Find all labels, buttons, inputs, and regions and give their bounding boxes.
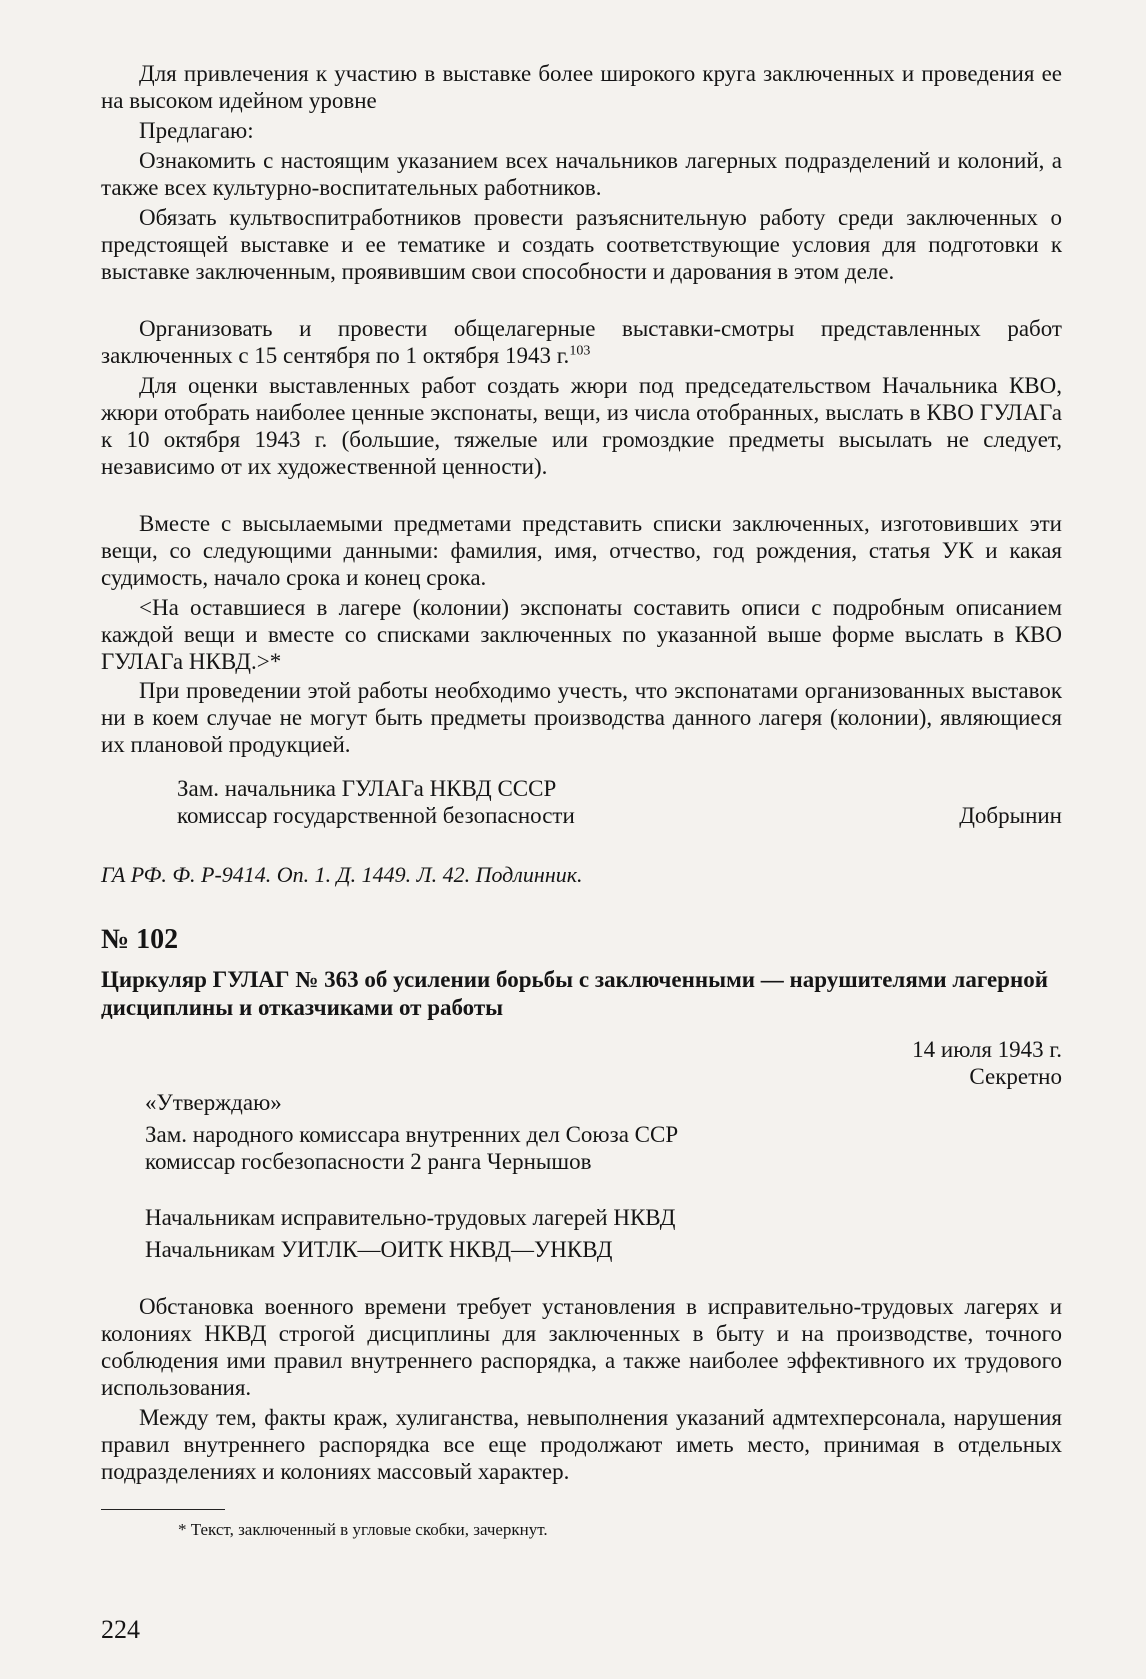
paragraph-note: При проведении этой работы необходимо учесть, что экспонатами организованных выставок ни в коем случае не могут быть предметы производства данного лагеря (колонии), являющиеся их плановой продукцией. <box>101 678 1062 757</box>
paragraph-acquaint: Ознакомить с настоящим указанием всех начальников лагерных подразделений и колоний, а также всех культурно-воспитательных работников. <box>101 148 1062 200</box>
body-paragraph-2: Между тем, факты краж, хулиганства, невыполнения указаний адмтехперсонала, нарушения правил внутреннего распорядка все еще продолжают иметь место, принимая в отдельных подразделениях и колониях массовый характер. <box>101 1405 1062 1484</box>
paragraph-intro: Для привлечения к участию в выставке более широкого круга заключенных и проведения ее на высоком идейном уровне <box>101 61 1062 113</box>
paragraph-crossed-out: <На оставшиеся в лагере (колонии) экспонаты составить описи с подробным описанием каждой вещи и вместе со списками заключенных по указанной выше форме выслать в КВО ГУЛАГа НКВД.>* <box>101 595 1062 674</box>
body-paragraph-1: Обстановка военного времени требует установления в исправительно-трудовых лагерях и колониях НКВД строгой дисциплины для заключенных в быту и на производстве, точного соблюдения ими правил внутреннего распорядка, а также наиболее эффективного их трудового использования. <box>101 1294 1062 1400</box>
addressee-camps: Начальникам исправительно-трудовых лагерей НКВД <box>145 1205 676 1230</box>
footnote: * Текст, заключенный в угловые скобки, зачеркнут. <box>178 1520 548 1539</box>
signature-rank: комиссар государственной безопасности <box>177 803 575 828</box>
note-reference: 103 <box>569 343 591 359</box>
document-title: Циркуляр ГУЛАГ № 363 об усилении борьбы с заключенными — нарушителями лагерной дисциплины и отказчиками от работы <box>101 967 1048 1020</box>
document-date: 14 июля 1943 г. <box>912 1037 1062 1062</box>
paragraph-organize-text: Организовать и провести общелагерные выставки-смотры представленных работ заключенных с 15 сентября по 1 октября 1943 г. <box>101 316 1062 368</box>
approver-position: Зам. народного комиссара внутренних дел Союза ССР <box>145 1122 679 1147</box>
paragraph-jury: Для оценки выставленных работ создать жюри под председательством Начальника КВО, жюри отобрать наиболее ценные экспонаты, вещи, из числа отобранных, выслать в КВО ГУЛАГа к 10 октября 1943 г. (большие, тяжелые или громоздкие предметы высылать не следует, независимо от их художественной ценности). <box>101 373 1062 479</box>
approver-name: комиссар госбезопасности 2 ранга Чернышов <box>145 1149 592 1174</box>
document-classification: Секретно <box>969 1064 1062 1089</box>
paragraph-organize <box>101 315 1062 369</box>
page-number: 224 <box>101 1615 140 1644</box>
paragraph-propose: Предлагаю: <box>139 118 254 143</box>
addressee-colonies: Начальникам УИТЛК—ОИТК НКВД—УНКВД <box>145 1237 613 1262</box>
signature-position: Зам. начальника ГУЛАГа НКВД СССР <box>177 776 557 801</box>
paragraph-oblige: Обязать культвоспитработников провести разъяснительную работу среди заключенных о предстоящей выставке и ее тематике и создать соответствующие условия для подготовки к выставке заключенным, проявившим свои способности и дарования в этом деле. <box>101 205 1062 284</box>
document-number: № 102 <box>101 924 179 955</box>
signature-block <box>177 775 1062 829</box>
footnote-divider <box>101 1509 225 1510</box>
approval-stamp: «Утверждаю» <box>145 1090 282 1115</box>
archive-source: ГА РФ. Ф. Р-9414. Оп. 1. Д. 1449. Л. 42. Подлинник. <box>101 862 583 887</box>
signature-name: Добрынин <box>959 803 1062 828</box>
paragraph-lists: Вместе с высылаемыми предметами представить списки заключенных, изготовивших эти вещи, со следующими данными: фамилия, имя, отчество, год рождения, статья УК и какая судимость, начало срока и конец срока. <box>101 511 1062 590</box>
